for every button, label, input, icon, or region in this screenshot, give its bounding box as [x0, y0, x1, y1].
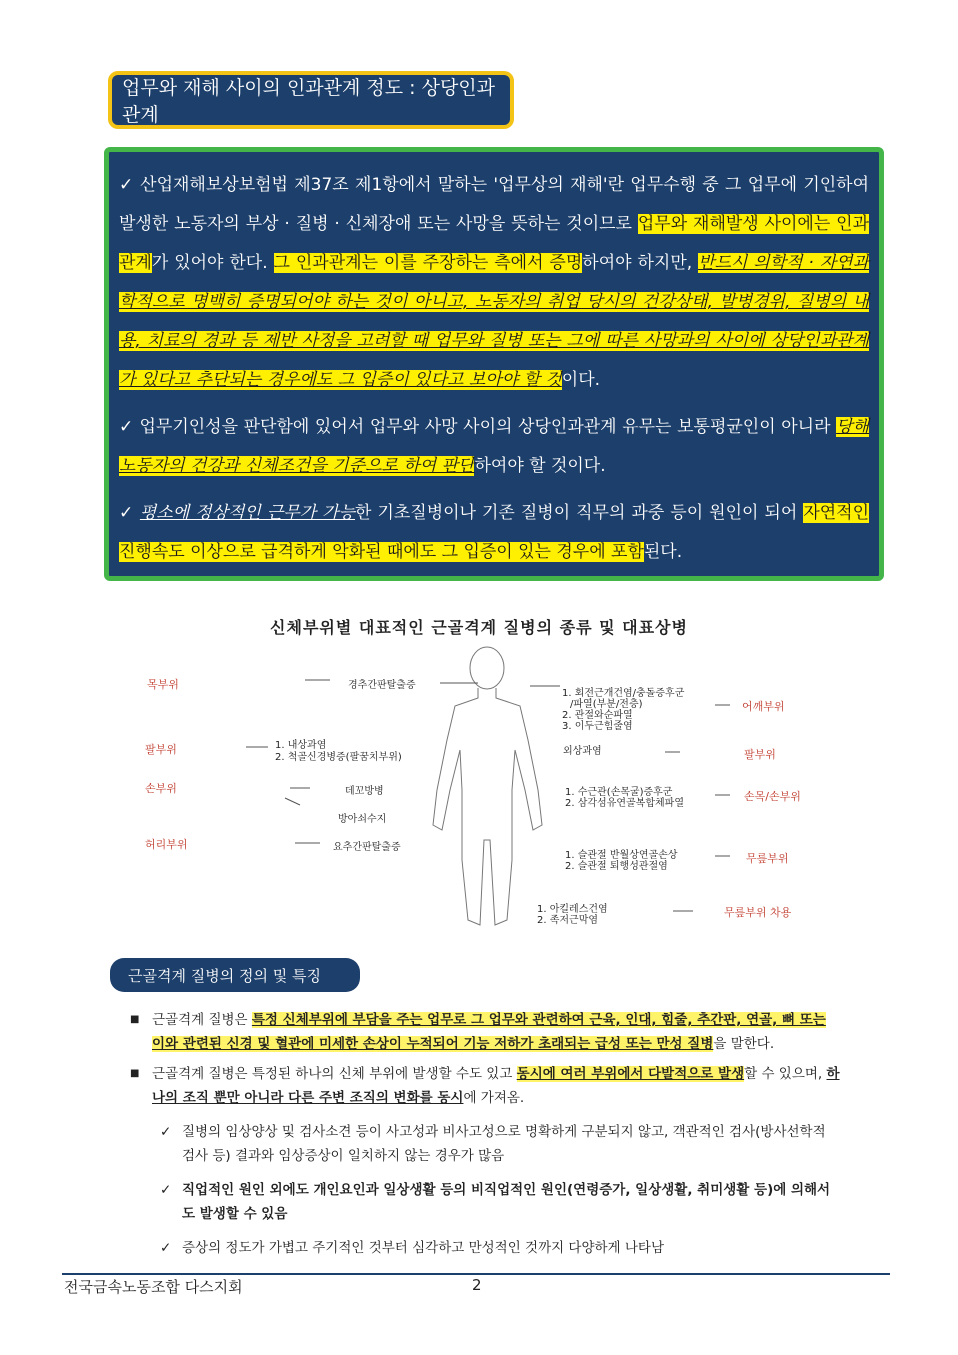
disease-shoulder-2: 2. 관절와순파열	[562, 710, 633, 721]
definition-section	[130, 1008, 840, 1270]
part-waist: 허리부위	[145, 838, 188, 851]
disease-shoulder-1b: /파열(부분/전층)	[570, 699, 643, 710]
part-arm: 팔부위	[744, 748, 776, 761]
part-neck: 목부위	[147, 678, 179, 691]
section-title: 근골격계 질병의 정의 및 특징	[110, 958, 360, 992]
part-hand: 손부위	[145, 782, 177, 795]
disease-elbow-1: 1. 내상과염	[275, 740, 327, 751]
body-diagram	[0, 640, 958, 940]
disease-hand-2: 방아쇠수지	[338, 814, 387, 825]
characteristic-1: ✓ 질병의 임상양상 및 검사소견 등이 사고성과 비사고성으로 명확하게 구분되지 않고, 객관적인 검사(방사선학적 검사 등) 결과와 임상증상이 일치하지 않는 경우가 많음	[160, 1120, 840, 1168]
disease-shoulder-3: 3. 이두근힘줄염	[562, 721, 633, 732]
check-icon: ✓	[119, 175, 135, 195]
square-bullet-icon: ■	[130, 1068, 140, 1079]
square-bullet-icon: ■	[130, 1014, 140, 1025]
check-icon: ✓	[119, 417, 134, 437]
check-icon: ✓	[160, 1182, 172, 1198]
body-outline-drawing	[0, 640, 958, 940]
part-knee: 무릎부위	[746, 852, 789, 865]
causation-paragraph-1: ✓ 산업재해보상보험법 제37조 제1항에서 말하는 '업무상의 재해'란 업무수행 중 그 업무에 기인하여 발생한 노동자의 부상 · 질병 · 신체장애 또는 사망을 뜻하는 것이므로 업무와 재해발생 사이에는 인과관계가 있어야 한다. 그 인과관계는 이를 주장하는 측에서 증명하여야 하지만, 반드시 의학적 · 자연과학적으로 명백히 증명되어야 하는 것이 아니고, 노동자의 취업 당시의 건강상태, 발병경위, 질병의 내용, 치료의 경과 등 제반 사정을 고려할 때 업무와 질병 또는 그에 따른 사망과의 사이에 상당인과관계가 있다고 추단되는 경우에도 그 입증이 있다고 보아야 할 것이다.	[119, 175, 870, 390]
figure-title: 신체부위별 대표적인 근골격계 질병의 종류 및 대표상병	[270, 618, 688, 637]
part-ankle: 무릎부위 차용	[724, 906, 792, 919]
footer-divider	[62, 1273, 890, 1275]
check-icon: ✓	[119, 503, 134, 523]
characteristic-2: ✓ 직업적인 원인 외에도 개인요인과 일상생활 등의 비직업적인 원인(연령증가, 일상생활, 취미생활 등)에 의해서도 발생할 수 있음	[160, 1178, 840, 1226]
characteristic-3: ✓ 증상의 정도가 가볍고 주기적인 것부터 심각하고 만성적인 것까지 다양하게 나타남	[160, 1236, 840, 1260]
disease-arm: 외상과염	[563, 746, 602, 757]
disease-wrist-1: 1. 수근관(손목굴)증후군	[565, 787, 673, 798]
disease-ankle-2: 2. 족저근막염	[537, 915, 599, 926]
check-icon: ✓	[160, 1124, 172, 1140]
disease-ankle-1: 1. 아킬레스건염	[537, 904, 608, 915]
disease-knee-1: 1. 슬관절 반월상연골손상	[565, 850, 678, 861]
footer-organization: 전국금속노동조합 다스지회	[64, 1278, 243, 1296]
definition-bullet-1: ■ 근골격계 질병은 특정 신체부위에 부담을 주는 업무로 그 업무와 관련하여 근육, 인대, 힘줄, 추간판, 연골, 뼈 또는 이와 관련된 신경 및 혈관에 미세한 손상이 누적되어 기능 저하가 초래되는 급성 또는 만성 질병을 말한다.	[130, 1008, 840, 1056]
part-shoulder: 어깨부위	[742, 700, 785, 713]
page-title: 업무와 재해 사이의 인과관계 정도 : 상당인과관계	[108, 71, 514, 129]
disease-wrist-2: 2. 삼각섬유연골복합체파열	[565, 798, 684, 809]
causation-panel	[104, 147, 884, 581]
check-icon: ✓	[160, 1240, 172, 1256]
disease-neck: 경추간판탈출증	[348, 680, 416, 691]
disease-elbow-2: 2. 척골신경병증(팔꿈치부위)	[275, 752, 402, 763]
disease-waist: 요추간판탈출증	[333, 842, 401, 853]
disease-knee-2: 2. 슬관절 퇴행성관절염	[565, 861, 668, 872]
causation-paragraph-3: ✓ 평소에 정상적인 근무가 가능한 기초질병이나 기존 질병이 직무의 과중 등이 원인이 되어 자연적인 진행속도 이상으로 급격하게 악화된 때에도 그 입증이 있는 경우에 포함된다.	[119, 503, 870, 562]
part-wrist: 손목/손부위	[744, 790, 801, 803]
causation-paragraph-2: ✓ 업무기인성을 판단함에 있어서 업무와 사망 사이의 상당인과관계 유무는 보통평균인이 아니라 당해 노동자의 건강과 신체조건을 기준으로 하여 판단하여야 할 것이다.	[119, 417, 869, 476]
disease-hand-1: 데꼬방병	[345, 786, 384, 797]
page-number: 2	[472, 1276, 482, 1294]
part-elbow: 팔부위	[145, 743, 177, 756]
definition-bullet-2: ■ 근골격계 질병은 특정된 하나의 신체 부위에 발생할 수도 있고 동시에 여러 부위에서 다발적으로 발생할 수 있으며, 하나의 조직 뿐만 아니라 다른 주변 조직의 변화를 동시에 가져옴.	[130, 1062, 840, 1110]
disease-shoulder-1: 1. 회전근개건염/충돌증후군	[562, 688, 685, 699]
